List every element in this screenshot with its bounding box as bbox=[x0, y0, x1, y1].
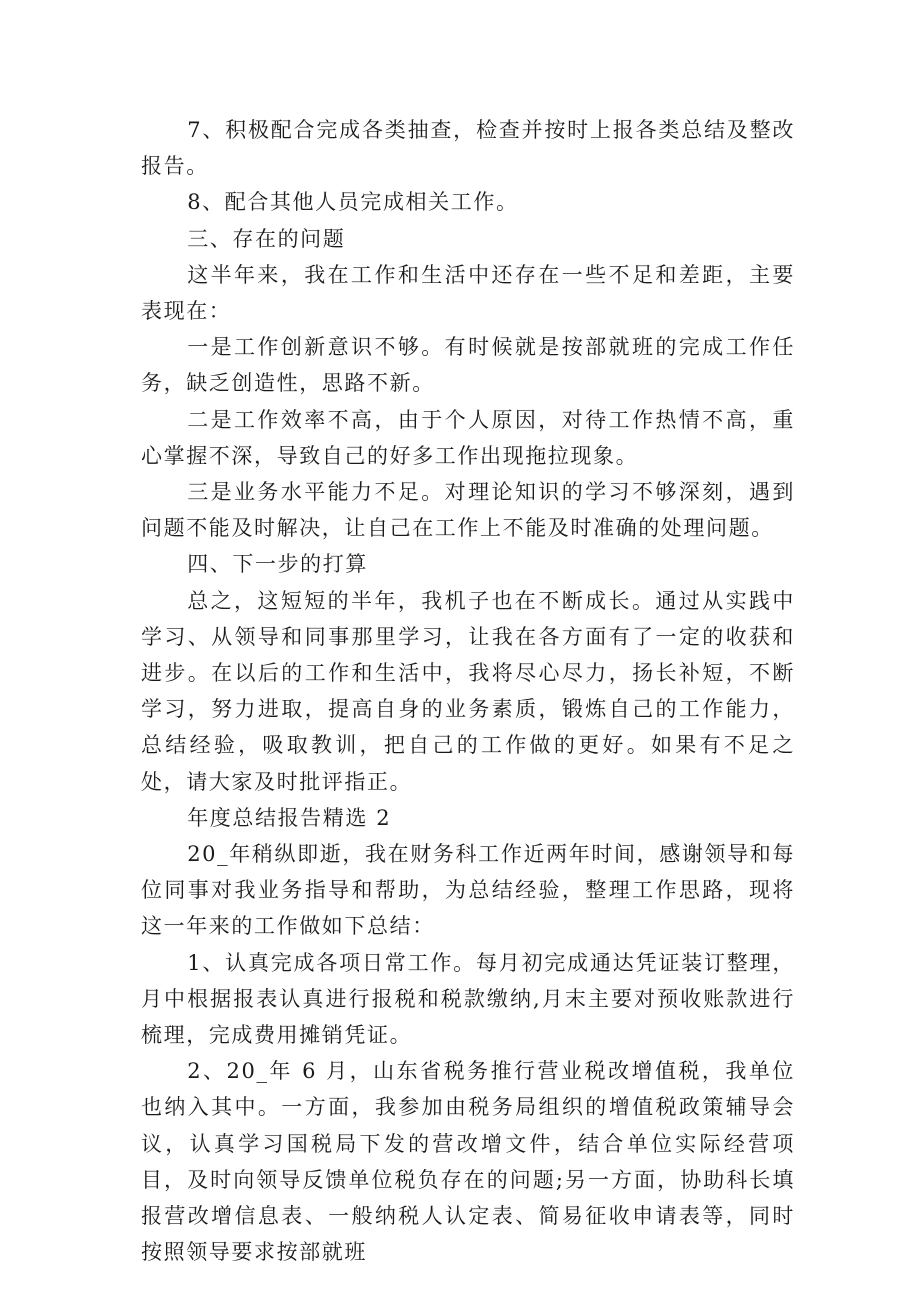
paragraph-report2-intro: 20_年稍纵即逝，我在财务科工作近两年时间，感谢领导和每位同事对我业务指导和帮助，为总结经验，整理工作思路，现将这一年来的工作做如下总结： bbox=[141, 842, 795, 939]
paragraph-report2-item-1: 1、认真完成各项日常工作。每月初完成通达凭证装订整理，月中根据报表认真进行报税和税款缴纳,月末主要对预收账款进行梳理，完成费用摊销凭证。 bbox=[141, 950, 795, 1048]
paragraph-report2-item-2: 2、20_年 6 月，山东省税务推行营业税改增值税，我单位也纳入其中。一方面，我参加由税务局组织的增值税政策辅导会议，认真学习国税局下发的营改增文件，结合单位实际经营项目，及时向领导反馈单位税负存在的问题;另一方面，协助科长填报营改增信息表、一般纳税人认定表、简易征收申请表等，同时按照领导要求按部就班 bbox=[141, 1059, 795, 1265]
paragraph-summary: 总之，这短短的半年，我机子也在不断成长。通过从实践中学习、从领导和同事那里学习，让我在各方面有了一定的收获和进步。在以后的工作和生活中，我将尽心尽力，扬长补短，不断学习，努力进取，提高自身的业务素质，锻炼自己的工作能力，总结经验，吸取教训，把自己的工作做的更好。如果有不足之处，请大家及时批评指正。 bbox=[141, 588, 795, 794]
paragraph-problem-3: 三是业务水平能力不足。对理论知识的学习不够深刻，遇到问题不能及时解决，让自己在工作上不能及时准确的处理问题。 bbox=[141, 480, 795, 541]
paragraph-item-8: 8、配合其他人员完成相关工作。 bbox=[187, 190, 519, 215]
report-title-2: 年度总结报告精选 2 bbox=[187, 805, 392, 830]
paragraph-item-7: 7、积极配合完成各类抽查，检查并按时上报各类总结及整改报告。 bbox=[141, 118, 795, 179]
document-page bbox=[141, 112, 795, 1271]
section-heading-next-steps: 四、下一步的打算 bbox=[187, 552, 368, 577]
paragraph-problem-2: 二是工作效率不高，由于个人原因，对待工作热情不高，重心掌握不深，导致自己的好多工作出现拖拉现象。 bbox=[141, 407, 795, 468]
section-heading-problems: 三、存在的问题 bbox=[187, 226, 346, 251]
paragraph-problems-intro: 这半年来，我在工作和生活中还存在一些不足和差距，主要表现在： bbox=[141, 262, 795, 324]
paragraph-problem-1: 一是工作创新意识不够。有时候就是按部就班的完成工作任务，缺乏创造性，思路不新。 bbox=[141, 335, 795, 396]
